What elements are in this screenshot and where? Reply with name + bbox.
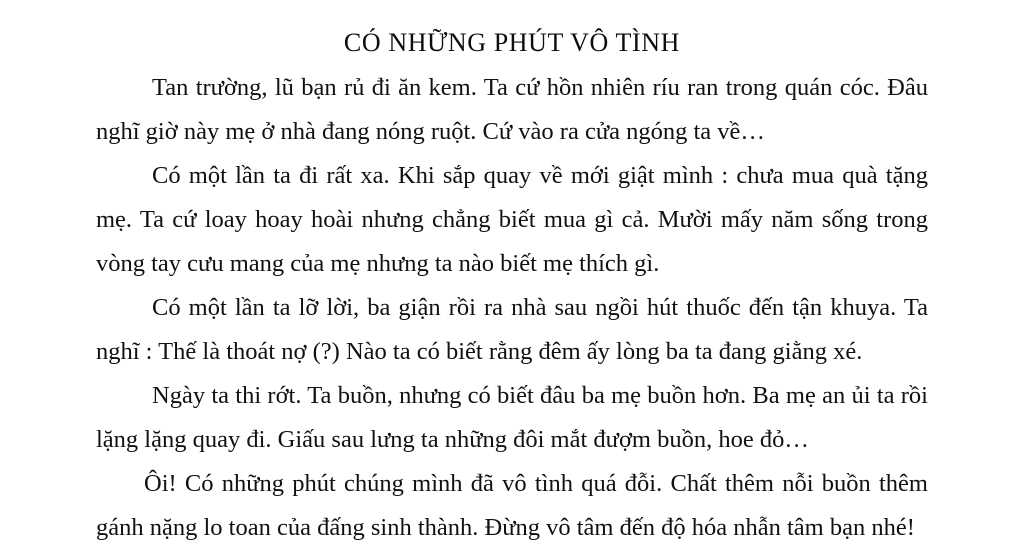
page-title: CÓ NHỮNG PHÚT VÔ TÌNH [343, 28, 681, 57]
paragraph-5: Ôi! Có những phút chúng mình đã vô tình quá đỗi. Chất thêm nỗi buồn thêm gánh nặng lo toan của đấng sinh thành. Đừng vô tâm đến độ hóa nhẫn tâm bạn nhé! [96, 470, 928, 541]
document-body [96, 66, 928, 550]
paragraph-2: Có một lần ta đi rất xa. Khi sắp quay về mới giật mình : chưa mua quà tặng mẹ. Ta cứ loay hoay hoài nhưng chẳng biết mua gì cả. Mười mấy năm sống trong vòng tay cưu mang của mẹ nhưng ta nào biết mẹ thích gì. [96, 162, 928, 277]
paragraph-3: Có một lần ta lỡ lời, ba giận rồi ra nhà sau ngồi hút thuốc đến tận khuya. Ta nghĩ : Thế là thoát nợ (?) Nào ta có biết rằng đêm ấy lòng ba ta đang giằng xé. [96, 294, 928, 365]
paragraph-4: Ngày ta thi rớt. Ta buồn, nhưng có biết đâu ba mẹ buồn hơn. Ba mẹ an ủi ta rồi lặng lặng quay đi. Giấu sau lưng ta những đôi mắt đượm buồn, hoe đỏ… [96, 382, 928, 453]
paragraph-1: Tan trường, lũ bạn rủ đi ăn kem. Ta cứ hồn nhiên ríu ran trong quán cóc. Đâu nghĩ giờ này mẹ ở nhà đang nóng ruột. Cứ vào ra cửa ngóng ta về… [96, 74, 928, 145]
